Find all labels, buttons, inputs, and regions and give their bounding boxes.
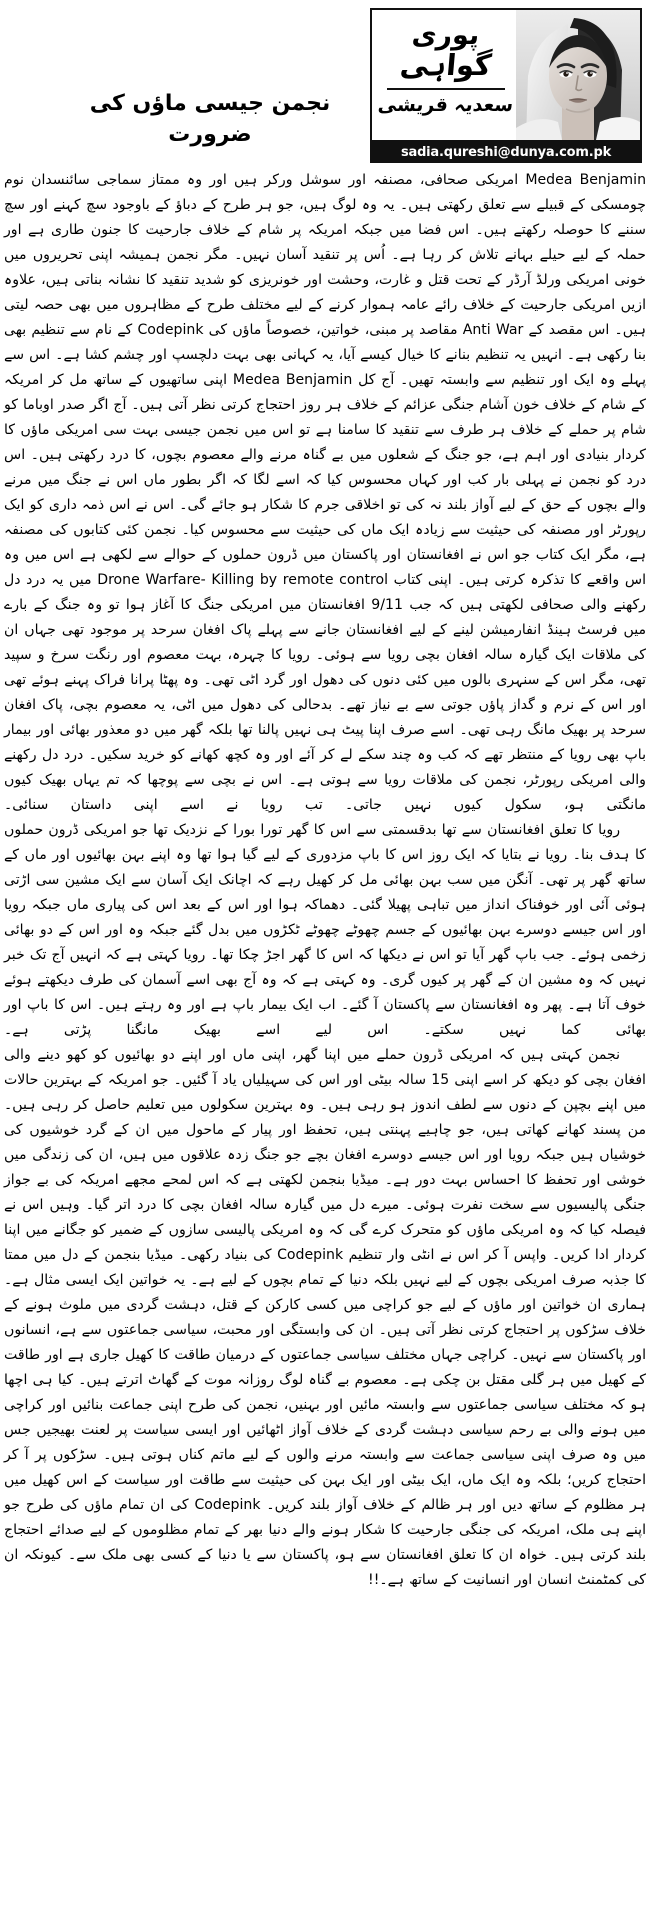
masthead bbox=[0, 0, 650, 160]
author-portrait-image bbox=[516, 10, 640, 140]
author-name: سعدیہ قریشی bbox=[377, 94, 515, 117]
column-logo-block bbox=[370, 8, 642, 142]
logo-line-1: پوری bbox=[410, 20, 482, 51]
column-logo-wordmark bbox=[372, 10, 520, 140]
article-paragraph: نجمن کہتی ہیں کہ امریکی ڈرون حملے میں اپنا گھر، اپنی ماں اور اپنے دو بھائیوں کو کھو دینے والی افغان بچی کو دیکھ کر اسے اپنی 15 سالہ بیٹی اور اس کی سہیلیاں یاد آ گئیں۔ جو امریکہ کے بہترین حالات میں اپنے بچپن کے دنوں سے لطف اندوز ہو رہی ہیں۔ وہ بہترین سکولوں میں تعلیم حاصل کر رہی ہیں۔ من پسند کھانے کھاتی ہیں، جو چاہیے پہنتی ہیں، تحفظ اور پیار کے ماحول میں ان کے گرد خوشیوں کی خوشیاں ہیں جبکہ رویا اور اس جیسے دوسرے افغان بچے جو جنگ زدہ علاقوں میں ہیں، ان کی زندگی میں خوشی اور تحفظ کا احساس بہت دور ہے۔ میڈیا بنجمن لکھتی ہے کہ اس لمحے مجھے امریکہ کی بے جواز جنگی پالیسیوں سے سخت نفرت ہوئی۔ میرے دل میں گیارہ سالہ افغان بچی کا درد اتر گیا۔ وہیں اس نے فیصلہ کیا کہ وہ امریکی ماؤں کو متحرک کرے گی کہ وہ امریکی پالیسی سازوں کے ضمیر کو جگانے میں اپنا کردار ادا کریں۔ واپس آ کر اس نے انٹی وار تنظیم Codepink کی بنیاد رکھی۔ میڈیا بنجمن کے دل میں ممتا کا جذبہ صرف امریکی بچوں کے لیے نہیں بلکہ دنیا کے تمام بچوں کے لیے ہے۔ یہ خواتین ایک ایسی مثال ہے۔ ہماری ان خواتین اور ماؤں کے لیے جو کراچی میں کسی کارکن کے قتل، دہشت گردی میں ملوث ہونے کے خلاف سڑکوں پر احتجاج کرتی نظر آتی ہیں۔ ان کی وابستگی اور محبت، سیاسی جماعتوں سے ہے، انسانوں اور پاکستان سے نہیں۔ کراچی جہاں مختلف سیاسی جماعتوں کے درمیان طاقت کا کھیل جاری ہے اور طاقت کے کھیل میں ہر گلی مقتل بن چکی ہے۔ معصوم بے گناہ لوگ روزانہ موت کے گھاٹ اترتے ہیں۔ کیا ہی اچھا ہو کہ مختلف سیاسی جماعتوں سے وابستہ مائیں اور بہنیں، نجمن کی طرح اپنی جماعت بنائیں اور کراچی میں ہونے والی بے رحم سیاسی دہشت گردی کے خلاف آواز اٹھائیں اور ایسی سیاست پر لعنت بھیجیں جس میں وہ صرف اپنی سیاسی جماعت سے وابستہ مرنے والوں کے لیے ماتم کناں ہوتی ہیں۔ سڑکوں پر آ کر احتجاج کریں؛ بلکہ وہ ایک ماں، ایک بیٹی اور ایک بہن کی حیثیت سے طاقت اور سیاست کے اس کھیل میں ہر مظلوم کے ساتھ دیں اور ہر ظالم کے خلاف آواز بلند کریں۔ Codepink کی ان تمام ماؤں کی طرح جو اپنے ہی ملک، امریکہ کی جنگی جارحیت کا شکار ہونے والے دنیا بھر کے تمام مظلوموں کے لیے صدائے احتجاج بلند کرتی ہیں۔ خواہ ان کا تعلق افغانستان سے ہو، پاکستان سے یا دنیا کے کسی بھی ملک سے۔ کیونکہ ان کی کمٹمنٹ انسان اور انسانیت کے ساتھ ہے۔!! bbox=[4, 1047, 646, 1588]
article-paragraph: Medea Benjamin امریکی صحافی، مصنفہ اور سوشل ورکر ہیں اور وہ ممتاز سماجی سائنسدان نوم چومسکی کے قبیلے سے تعلق رکھتی ہیں۔ یہ وہ لوگ ہیں، جو ہر طرح کے دباؤ کے باوجود سچ کہنے اور سچ سننے کا حوصلہ رکھتے ہیں۔ اس فضا میں جبکہ امریکہ پر شام کے خلاف جارحیت کا جنون طاری ہے اور حملہ کے لیے حیلے بہانے تلاش کر رہا ہے۔ اُس پر تنقید آسان نہیں۔ مگر نجمن ہمیشہ اپنی تحریروں میں خونی امریکی ورلڈ آرڈر کے تحت قتل و غارت، وحشت اور خونریزی کو شدید تنقید کا نشانہ بناتی ہیں، علاوہ ازیں امریکی جارحیت کے خلاف رائے عامہ ہموار کرنے کے لیے مختلف طرح کے مظاہروں میں بھی حصہ لیتی ہیں۔ اس مقصد کے Anti War مقاصد پر مبنی، خواتین، خصوصاً ماؤں کی Codepink کے نام سے تنظیم بھی بنا رکھی ہے۔ انہیں یہ تنظیم بنانے کا خیال کیسے آیا، یہ کہانی بھی بہت دلچسپ اور چشم کشا ہے۔ اس سے پہلے وہ ایک اور تنظیم سے وابستہ تھیں۔ آج کل Medea Benjamin اپنی ساتھیوں کے ساتھ مل کر امریکہ کے شام کے خلاف خون آشام جنگی عزائم کے خلاف ہر روز احتجاج کرتی نظر آتی ہیں۔ آج اگر صدر اوباما کو شام پر حملے کے خلاف ہر طرف سے تنقید کا سامنا ہے تو اس میں نجمن جیسی بہت سی امریکی ماؤں کا کردار بنیادی اور اہم ہے، جو جنگ کے شعلوں میں بے گناہ مرنے والے معصوم بچوں، کا درد رکھتی ہیں۔ اس درد کو نجمن نے پہلی بار کب اور کہاں محسوس کیا کہ اسے لگا کہ اگر بطور ماں اس نے جنگ میں مرنے والے بچوں کے حق کے لیے آواز بلند نہ کی تو اخلاقی جرم کا شکار ہو جائے گی۔ اس نے اس ذمہ داری کو ایک رپورٹر اور مصنفہ کی حیثیت سے زیادہ ایک ماں کی حیثیت سے محسوس کیا۔ نجمن کئی کتابوں کی مصنفہ ہے، مگر ایک کتاب جو اس نے افغانستان اور پاکستان میں ڈرون حملوں کے حوالے سے لکھی ہے اس میں وہ اس واقعے کا تذکرہ کرتی ہیں۔ اپنی کتاب Drone Warfare- Killing by remote control میں یہ درد دل رکھنے والی صحافی لکھتی ہیں کہ جب 9/11 افغانستان میں امریکی جنگ کا آغاز ہوا تو وہ جنگ کے بارے میں فرسٹ ہینڈ انفارمیشن لینے کے لیے افغانستان جانے سے پہلے پاک افغان سرحد پر موجود تھی جہاں ان کی ملاقات ایک گیارہ سالہ افغان بچی رویا سے ہوئی۔ رویا کا چہرہ، بہت معصوم اور رنگت سرخ و سپید تھی، مگر اس کے سنہری بالوں میں کئی دنوں کی دھول اور گرد اٹی تھی۔ وہ پھٹا پرانا فراک پہنے ہوئے تھی اور اس کے نرم و گداز پاؤں جوتی سے بے نیاز تھے۔ بدحالی کی دھول میں اٹی، یہ معصوم بچی، پاک افغان سرحد پر بھیک مانگ رہی تھی۔ اسے صرف اپنا پیٹ ہی نہیں پالنا تھا بلکہ گھر میں دو معذور بھائی اور بیمار باپ بھی رویا کے منتظر تھے کہ کب وہ چند سکے لے کر آئے اور وہ کچھ کھانے کو خرید سکیں۔ درد دل رکھنے والی امریکی رپورٹر، نجمن کی ملاقات رویا سے ہوتی ہے۔ اس نے بچی سے پوچھا کہ تم یہاں بھیک کیوں مانگتی ہو، سکول کیوں نہیں جاتی۔ تب رویا نے اسے اپنی داستان سنائی۔ bbox=[4, 172, 646, 813]
logo-line-2: گواہی bbox=[398, 47, 494, 82]
author-photo bbox=[516, 10, 640, 140]
author-email-text: sadia.qureshi@dunya.com.pk bbox=[400, 144, 612, 160]
author-email-bar[interactable] bbox=[370, 141, 642, 163]
article-body bbox=[4, 168, 646, 1593]
article-paragraph: رویا کا تعلق افغانستان سے تھا بدقسمتی سے اس کا گھر تورا بورا کے نزدیک تھا جو امریکی ڈرون حملوں کا ہدف بنا۔ رویا نے بتایا کہ ایک روز اس کا باپ مزدوری کے لیے گیا ہوا تھا وہ اپنے بہن بھائیوں اور ماں کے ساتھ گھر پر تھی۔ آنگن میں سب بہن بھائی مل کر کھیل رہے کہ اچانک ایک آسان سے ایک مشین سی اڑتی ہوئی آئی اور خوفناک انداز میں تباہی پھیلا گئی۔ دھماکہ ہوا اور اس کے بعد اس کی پیاری ماں جبکہ رویا اور اس جیسے دوسرے بہن بھائیوں کے جسم چھوٹے چھوٹے ٹکڑوں میں بدل گئے جبکہ وہ اور اس کے دو بھائی زخمی ہوئے۔ جب باپ گھر آیا تو اس نے دیکھا کہ اس کا گھر اجڑ چکا تھا۔ رویا کہتی ہے کہ انہیں آج تک خبر نہیں کہ وہ مشین ان کے گھر پر کیوں گری۔ وہ کہتی ہے کہ وہ آج بھی اسے آسمان کی طرف دیکھتے ہوئے خوف آتا ہے۔ پھر وہ افغانستان سے پاکستان آ گئے۔ اب ایک بیمار باپ ہے اور وہ رہتے ہیں۔ اس کا باپ اور بھائی کما نہیں سکتے۔ اس لیے اسے بھیک مانگنا پڑتی ہے۔ bbox=[4, 822, 646, 1038]
page-title: نجمن جیسی ماؤں کی ضرورت bbox=[89, 90, 331, 147]
logo-divider bbox=[387, 88, 505, 90]
